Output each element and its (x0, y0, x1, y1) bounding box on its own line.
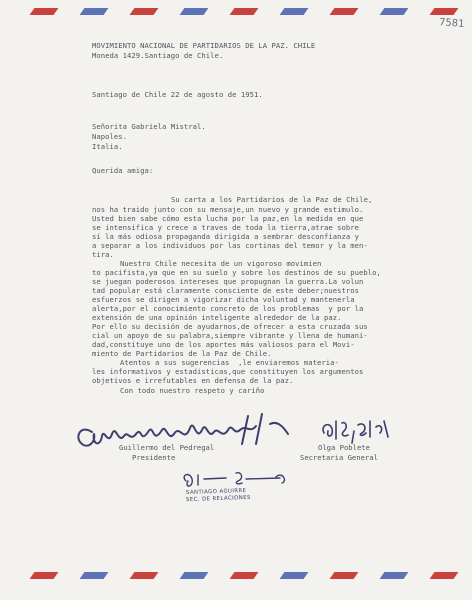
body-line: to pacifista,ya que en su suelo y sobre los destinos de su pueblo, (92, 268, 381, 277)
closing-line: Con todo nuestro respeto y cariño (120, 386, 265, 395)
handwritten-note: SANTIAGO AGUIRRE (185, 487, 247, 497)
body-line: nos ha traido junto con su mensaje,un nuevo y grande estimulo. (92, 205, 364, 214)
body-line: cial un apoyo de su palabra,siempre vibrante y llena de humani- (92, 331, 368, 340)
airmail-border-bottom (0, 570, 472, 582)
body-line: esfuerzos se dirigen a vigorizar dicha voluntad y mantenerla (92, 295, 355, 304)
airmail-stripe (430, 572, 459, 579)
body-line: les informativos y estadisticas,que constituyen los argumentos (92, 367, 364, 376)
signatory-title: Secretaria General (300, 453, 378, 462)
airmail-stripe (130, 572, 159, 579)
date-line: Santiago de Chile 22 de agosto de 1951. (92, 90, 263, 99)
airmail-stripe (380, 572, 409, 579)
airmail-stripe (80, 8, 109, 15)
reference-number: 7581 (438, 17, 465, 30)
body-line: objetivos e irrefutables en defensa de la paz. (92, 376, 294, 385)
signatory-name: Guillermo del Pedregal (119, 443, 215, 452)
airmail-stripe (430, 8, 459, 15)
body-line: se juegan poderosos intereses que propugnan la guerra.La volun (92, 277, 364, 286)
body-line: miento de Partidarios de la Paz de Chile. (92, 349, 272, 358)
body-line: sí la más odiosa propaganda dirigida a sembrar desconfianza y (92, 232, 360, 241)
letterhead-organization: MOVIMIENTO NACIONAL DE PARTIDARIOS DE LA PAZ. CHILE (92, 41, 316, 50)
airmail-stripe (330, 8, 359, 15)
airmail-stripe (180, 8, 209, 15)
airmail-stripe (380, 8, 409, 15)
airmail-stripe (280, 8, 309, 15)
airmail-border-top (0, 6, 472, 18)
airmail-stripe (130, 8, 159, 15)
letterhead-address: Moneda 1429.Santiago de Chile. (92, 51, 224, 60)
airmail-stripe (230, 572, 259, 579)
body-line: a separar a los individuos por las cortinas del temor y la men- (92, 241, 368, 250)
body-line: se intensifica y crece a traves de toda la tierra,atrae sobre (92, 223, 360, 232)
body-line: Usted bien sabe cómo esta lucha por la paz,en la medida en que (92, 214, 364, 223)
body-line: Nuestro Chile necesita de un vigoroso movimien (120, 259, 322, 268)
body-line: alerta,por el conocimiento concreto de los problemas y por la (92, 304, 364, 313)
salutation: Querida amiga: (92, 166, 154, 175)
recipient-name: Señorita Gabriela Mistral. (92, 122, 206, 131)
signatory-name: Olga Poblete (318, 443, 370, 452)
handwritten-note: SEC. DE RELACIONES (185, 494, 251, 504)
body-line: Atentos a sus sugerencias ,le enviaremos materia- (120, 358, 339, 367)
body-line: Por ello su decisión de ayudarnos,de ofrecer a esta cruzada sus (92, 322, 368, 331)
airmail-stripe (330, 572, 359, 579)
body-line: tad popular está claramente consciente de este deber;nuestros (92, 286, 360, 295)
airmail-stripe (30, 8, 59, 15)
body-line: extensión de una opinión inteligente alrededor de la paz. (92, 313, 342, 322)
airmail-stripe (30, 572, 59, 579)
airmail-stripe (230, 8, 259, 15)
body-line: dad,constituye uno de los aportes más valiosos para el Movi- (92, 340, 355, 349)
signatory-title: Presidente (132, 453, 176, 462)
body-line: Su carta a los Partidarios de la Paz de Chile, (171, 195, 373, 204)
recipient-city: Napoles. (92, 132, 128, 141)
airmail-stripe (280, 572, 309, 579)
recipient-country: Italia. (92, 142, 123, 151)
airmail-stripe (80, 572, 109, 579)
body-line: tira. (92, 250, 114, 259)
airmail-stripe (180, 572, 209, 579)
